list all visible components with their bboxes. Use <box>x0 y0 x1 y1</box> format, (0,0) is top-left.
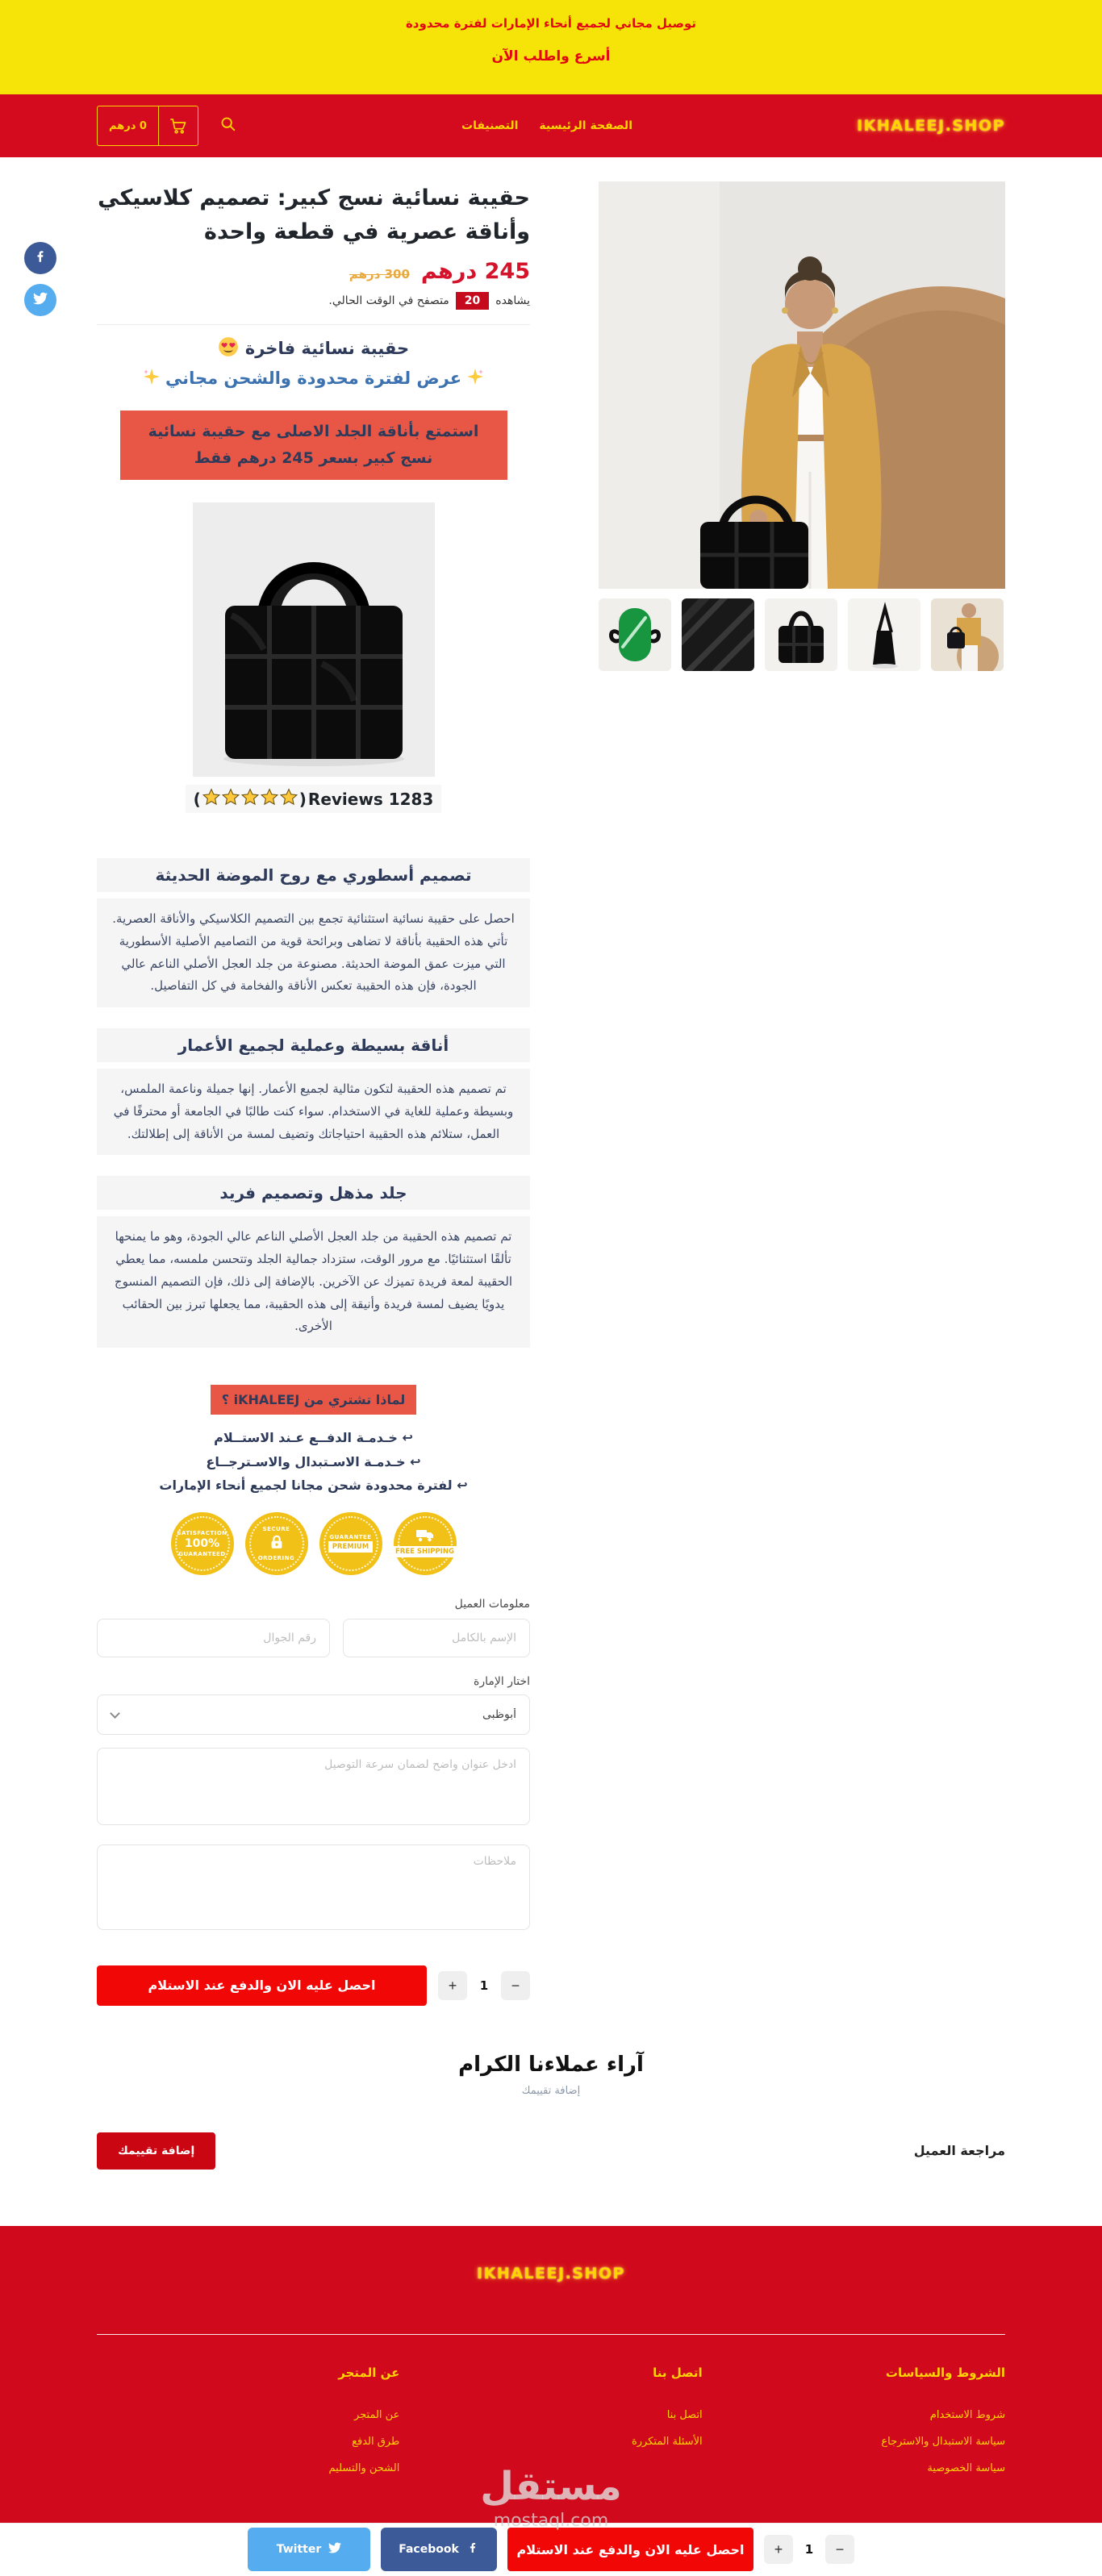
footer-link[interactable]: الأسئلة المتكررة <box>631 2435 703 2448</box>
section-body: احصل على حقيبة نسائية استثنائية تجمع بين التصميم الكلاسيكي والأناقة العصرية. تأتي هذه الحقيبة بأناقة لا تضاهى وبرائحة قوية من التصاميم الأصلية الأسطورية التي ميزت عمق الموضة الحديثة. مصنوعة من جلد العجل الأصلي الناعم عالي الجودة، فإن هذه الحقيبة تعكس الأناقة والفخامة في كل التفاصيل. <box>97 898 530 1007</box>
reviews-heading: آراء عملاءنا الكرام <box>458 2052 644 2077</box>
footer-link[interactable]: عن المتجر <box>353 2408 400 2421</box>
premium-badge <box>319 1512 382 1575</box>
customer-review-label: مراجعة العميل <box>913 2143 1005 2159</box>
service-item: ↩ خـدمـة الدفــع عـند الاستــلام <box>214 1430 413 1446</box>
sparkles-icon <box>143 368 161 390</box>
why-buy-wrap <box>97 1385 530 1415</box>
product-grid <box>0 157 1102 2006</box>
footer-col-heading: الشروط والسياسات <box>885 2365 1005 2380</box>
footer-col-heading: اتصل بنا <box>653 2365 703 2380</box>
badge-center-text: PREMIUM <box>328 1541 374 1553</box>
star-icon <box>222 788 240 810</box>
satisfaction-badge <box>171 1512 234 1575</box>
badge-bottom-text: GUARANTEED <box>178 1550 226 1557</box>
viewers-prefix: يشاهده <box>495 294 530 307</box>
reviews-section <box>0 2006 1102 2226</box>
product-page <box>0 157 1102 2226</box>
full-name-input[interactable] <box>343 1619 530 1657</box>
price-row <box>97 259 530 284</box>
divider <box>97 324 530 325</box>
footer-logo[interactable]: IKHALEEJ.SHOP <box>477 2264 625 2282</box>
footer-divider <box>97 2334 1005 2335</box>
star-icon <box>261 788 278 810</box>
promo-subtitle <box>97 368 530 390</box>
lock-icon <box>268 1533 286 1554</box>
service-item: ↩ لفترة محدودة شحن مجانا لجميع أنحاء الإمارات <box>159 1478 468 1494</box>
phone-input[interactable] <box>97 1619 330 1657</box>
product-main-image[interactable] <box>599 181 1005 589</box>
badge-bottom-text: ORDERING <box>257 1554 295 1561</box>
footer-link[interactable]: اتصل بنا <box>666 2408 703 2421</box>
quantity-increase-button[interactable]: + <box>438 1971 467 2000</box>
customer-info-label: معلومات العميل <box>454 1597 530 1611</box>
order-now-button[interactable]: احصل عليه الان والدفع عند الاستلام <box>97 1965 427 2006</box>
watermark-latin: mostaql.com <box>493 2510 609 2531</box>
why-buy-badge: لماذا تشتري من iKHALEEJ ؟ <box>211 1385 416 1415</box>
badge-center-text: FREE SHIPPING <box>391 1546 458 1557</box>
quantity-decrease-button[interactable]: − <box>501 1971 530 2000</box>
thumbnail-bag-side[interactable] <box>848 598 920 671</box>
services-list <box>97 1426 530 1498</box>
banner-line2: أسرع واطلب الآن <box>491 48 611 65</box>
promo-title-text: حقيبة نسائية فاخرة <box>244 339 410 359</box>
promo-title <box>97 336 530 361</box>
product-title: حقيبة نسائية نسج كبير: تصميم كلاسيكي وأناقة عصرية في قطعة واحدة <box>98 185 530 244</box>
footer-link[interactable]: شروط الاستخدام <box>929 2408 1005 2421</box>
section-heading: أناقة بسيطة وعملية لجميع الأعمار <box>97 1028 530 1062</box>
content-section-2 <box>97 1028 530 1155</box>
model-photo-illustration <box>599 181 1005 589</box>
content-section-3 <box>97 1176 530 1348</box>
facebook-icon <box>33 249 48 267</box>
current-price: 245 درهم <box>420 258 530 284</box>
paren-open: ( <box>193 789 201 809</box>
cart-total: 0 درهم <box>109 119 147 132</box>
rating-row <box>97 785 530 813</box>
footer-col-contact <box>399 2366 702 2489</box>
order-actions-row <box>97 1965 530 2006</box>
bar-quantity-decrease-button[interactable]: − <box>825 2535 854 2564</box>
facebook-label: Facebook <box>399 2543 459 2557</box>
section-heading: جلد مذهل وتصميم فريد <box>97 1176 530 1210</box>
bar-quantity-increase-button[interactable]: + <box>764 2535 793 2564</box>
content-section-1 <box>97 858 530 1007</box>
twitter-icon <box>328 2541 341 2557</box>
star-icon <box>202 788 220 810</box>
banner-line1: توصيل مجاني لجميع أنحاء الإمارات لفترة محدودة <box>405 16 697 31</box>
nav-categories[interactable]: التصنيفات <box>461 119 519 132</box>
sparkles-icon <box>466 368 484 390</box>
cart-icon <box>158 106 198 145</box>
thumbnail-bag-front[interactable] <box>765 598 837 671</box>
thumbnail-green-bag[interactable] <box>599 598 671 671</box>
quantity-value: 1 <box>479 1978 489 1993</box>
footer-columns <box>97 2366 1005 2489</box>
emirate-label: اختار الإمارة <box>474 1674 530 1688</box>
facebook-icon <box>466 2541 479 2557</box>
footer-link[interactable]: الشحن والتسليم <box>328 2461 400 2474</box>
thumbnail-leather-texture[interactable] <box>682 598 754 671</box>
footer-link[interactable]: سياسة الاستبدال والاسترجاع <box>881 2435 1005 2448</box>
site-footer <box>0 2226 1102 2523</box>
search-icon <box>219 115 237 136</box>
add-review-button[interactable]: إضافة تقييمك <box>97 2132 215 2170</box>
secure-ordering-badge <box>245 1512 308 1575</box>
site-logo[interactable]: IKHALEEJ.SHOP <box>857 117 1005 135</box>
twitter-icon <box>33 291 48 309</box>
badge-top-text: SECURE <box>262 1525 290 1532</box>
twitter-share-button[interactable] <box>24 284 56 316</box>
bag-illustration <box>193 502 435 777</box>
reviews-count-text: Reviews 1283 <box>307 789 434 809</box>
nav-home[interactable]: الصفحة الرئيسية <box>539 119 632 132</box>
star-icon <box>280 788 298 810</box>
twitter-label: Twitter <box>276 2543 322 2557</box>
product-inline-image <box>97 502 530 777</box>
footer-col-policies <box>703 2366 1005 2489</box>
product-details <box>97 181 530 2006</box>
footer-link[interactable]: طرق الدفع <box>352 2435 400 2448</box>
offer-box-wrap <box>97 411 530 481</box>
notes-textarea[interactable] <box>97 1844 530 1930</box>
paren-close: ) <box>298 789 307 809</box>
service-item: ↩ خـدمـة الاسـتبدال والاسـترجــاع <box>206 1453 421 1469</box>
announcement-banner <box>0 0 1102 94</box>
heart-eyes-emoji-icon <box>218 336 239 361</box>
section-body: تم تصميم هذه الحقيبة من جلد العجل الأصلي الناعم عالي الجودة، وهو ما يمنحها تألقًا استثنائيًا. مع مرور الوقت، ستزداد جمالية الجلد وتتحسن ملمسه، مما يعطي الحقيبة لمعة فريدة تميزك عن الآخرين. بالإضافة إلى ذلك، فإن التصميم المنسوج يدويًا يضيف لمسة فريدة وأنيقة إلى هذه الحقيبة، مما يجعلها تبرز بين الحقائب الأخرى. <box>97 1216 530 1348</box>
badge-top-text: GUARANTEE <box>329 1534 372 1541</box>
bar-order-now-button[interactable]: احصل عليه الان والدفع عند الاستلام <box>507 2528 753 2571</box>
footer-col-about <box>97 2366 399 2489</box>
bar-quantity-value: 1 <box>804 2542 814 2557</box>
free-shipping-badge <box>394 1512 457 1575</box>
live-viewers <box>97 292 530 310</box>
section-heading: تصميم أسطوري مع روح الموضة الحديثة <box>97 858 530 892</box>
search-button[interactable] <box>219 115 237 136</box>
viewers-count-badge: 20 <box>456 292 489 310</box>
offer-highlight-box: استمتع بأناقة الجلد الاصلى مع حقيبة نسائية نسج كبير بسعر 245 درهم فقط <box>120 411 507 481</box>
watermark-arabic: مستقل <box>480 2463 622 2509</box>
product-gallery <box>599 181 1005 2006</box>
facebook-button[interactable] <box>381 2528 497 2571</box>
add-review-link[interactable]: إضافة تقييمك <box>521 2084 581 2097</box>
review-actions-row <box>97 2132 1005 2170</box>
sticky-order-bar <box>0 2523 1102 2576</box>
address-textarea[interactable] <box>97 1748 530 1825</box>
rating-display <box>186 785 442 813</box>
name-phone-row <box>97 1619 530 1657</box>
footer-link[interactable]: سياسة الخصوصية <box>927 2461 1005 2474</box>
promo-subtitle-text: عرض لفترة محدودة والشحن مجاني <box>165 369 462 389</box>
cart-button[interactable] <box>97 106 198 146</box>
badge-center-text: 100% <box>184 1536 220 1550</box>
section-body: تم تصميم هذه الحقيبة لتكون مثالية لجميع الأعمار. إنها جميلة وناعمة الملمس، وبسيطة وعملية للغاية في الاستخدام. سواء كنت طالبًا في الجامعة أو محترفًا في العمل، ستلائم هذه الحقيبة احتياجاتك وتضيف لمسة من الأناقة إلى إطلالتك. <box>97 1069 530 1155</box>
footer-col-heading: عن المتجر <box>338 2365 400 2380</box>
site-header <box>0 94 1102 157</box>
twitter-button[interactable] <box>248 2528 370 2571</box>
emirate-select-wrap <box>97 1694 530 1735</box>
thumbnail-model-shot[interactable] <box>931 598 1004 671</box>
star-icon <box>241 788 259 810</box>
facebook-share-button[interactable] <box>24 242 56 274</box>
thumbnail-strip <box>599 598 1005 671</box>
viewers-suffix: متصفح في الوقت الحالي. <box>328 294 449 307</box>
old-price: 300 درهم <box>349 266 410 281</box>
truck-icon <box>415 1529 435 1545</box>
emirate-select[interactable] <box>97 1694 530 1735</box>
share-float <box>24 242 56 316</box>
trust-badges <box>97 1512 530 1575</box>
badge-top-text: SATISFACTION <box>177 1529 227 1536</box>
